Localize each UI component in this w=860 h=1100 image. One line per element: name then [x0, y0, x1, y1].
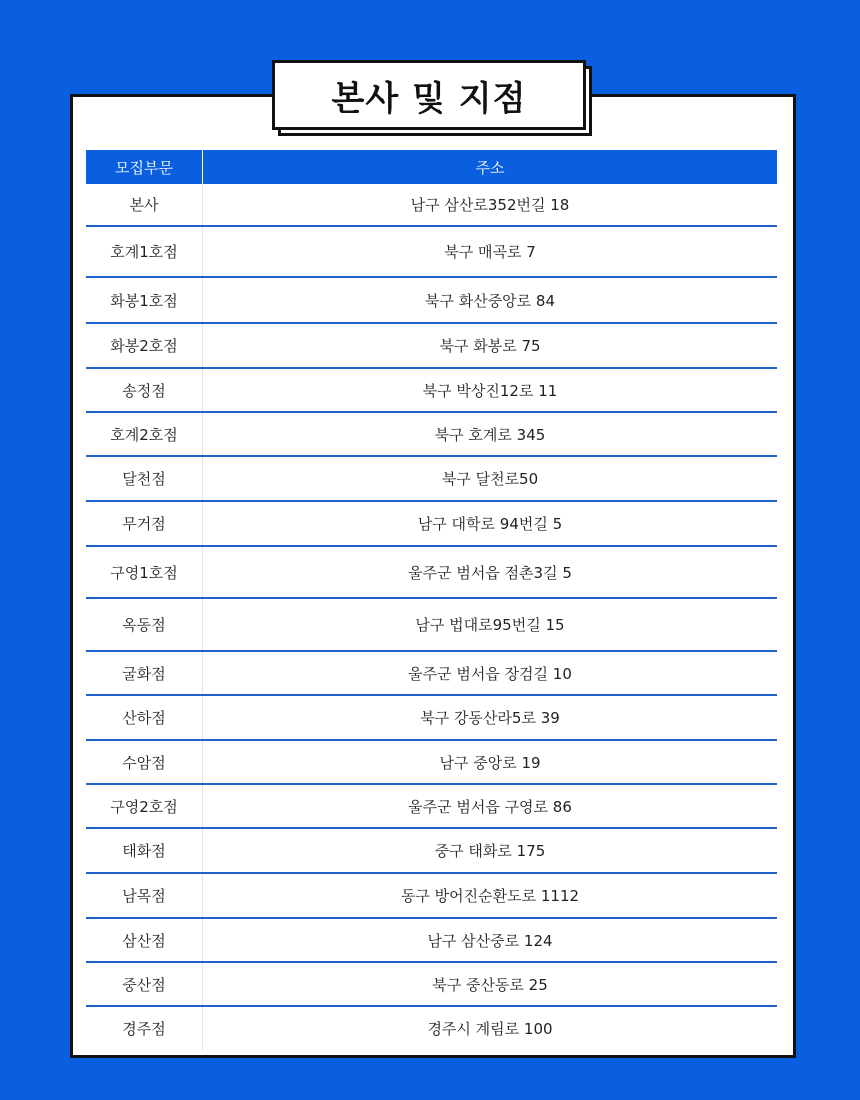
table-row [86, 368, 777, 412]
branch-name: 무거점 [86, 501, 203, 546]
branch-address: 북구 박상진12로 11 [203, 368, 778, 412]
branch-address: 북구 중산동로 25 [203, 962, 778, 1006]
branch-name: 굴화점 [86, 651, 203, 695]
table-row [86, 598, 777, 651]
branch-address: 남구 법대로95번길 15 [203, 598, 778, 651]
table-row [86, 695, 777, 740]
branch-address: 북구 달천로50 [203, 456, 778, 501]
branch-name: 본사 [86, 184, 203, 226]
branch-name: 구영2호점 [86, 784, 203, 828]
branch-name: 수암점 [86, 740, 203, 784]
table-row [86, 828, 777, 873]
branch-address: 경주시 계림로 100 [427, 1020, 553, 1038]
branch-address: 북구 매곡로 7 [203, 226, 778, 277]
branch-name: 경주점 [86, 1006, 203, 1050]
table-header-row [86, 150, 777, 184]
table-row [86, 873, 777, 918]
table-row [86, 501, 777, 546]
branch-name: 송정점 [86, 368, 203, 412]
table-row [86, 1006, 777, 1050]
branch-address: 중구 태화로 175 [203, 828, 778, 873]
branch-name: 남목점 [86, 873, 203, 918]
table-row [86, 918, 777, 962]
branch-address: 북구 호계로 345 [203, 412, 778, 456]
table-row [86, 456, 777, 501]
header-address: 주소 [203, 150, 778, 184]
branch-name: 산하점 [86, 695, 203, 740]
table-row [86, 412, 777, 456]
table-row [86, 277, 777, 323]
table-row [86, 651, 777, 695]
branch-address: 남구 대학로 94번길 5 [203, 501, 778, 546]
branch-address: 북구 화봉로 75 [203, 323, 778, 368]
branch-address: 울주군 범서읍 점촌3길 5 [203, 546, 778, 598]
table-row [86, 323, 777, 368]
table-row [86, 546, 777, 598]
branch-name: 태화점 [86, 828, 203, 873]
header-division: 모집부문 [86, 150, 203, 184]
branch-name: 화봉1호점 [86, 277, 203, 323]
branch-address: 북구 강동산라5로 39 [203, 695, 778, 740]
table-row [86, 226, 777, 277]
branch-name: 달천점 [86, 456, 203, 501]
branch-address: 울주군 범서읍 구영로 86 [203, 784, 778, 828]
table-row [86, 962, 777, 1006]
branch-name: 호계2호점 [86, 412, 203, 456]
branch-name: 삼산점 [86, 918, 203, 962]
table-row [86, 784, 777, 828]
branch-address: 울주군 범서읍 장검길 10 [203, 651, 778, 695]
branch-address: 남구 삼산중로 124 [203, 918, 778, 962]
table-row [86, 740, 777, 784]
branch-name: 호계1호점 [86, 226, 203, 277]
branch-address: 북구 화산중앙로 84 [203, 277, 778, 323]
table-row [86, 184, 777, 226]
branch-name: 옥동점 [86, 598, 203, 651]
branch-name: 화봉2호점 [86, 323, 203, 368]
branch-name: 중산점 [86, 962, 203, 1006]
branch-address: 동구 방어진순환도로 1112 [203, 873, 778, 918]
page-title: 본사 및 지점 [272, 60, 586, 130]
branch-address: 남구 중앙로 19 [203, 740, 778, 784]
branch-name: 구영1호점 [86, 546, 203, 598]
branch-table [86, 150, 777, 1050]
branch-address: 남구 삼산로352번길 18 [203, 184, 778, 226]
